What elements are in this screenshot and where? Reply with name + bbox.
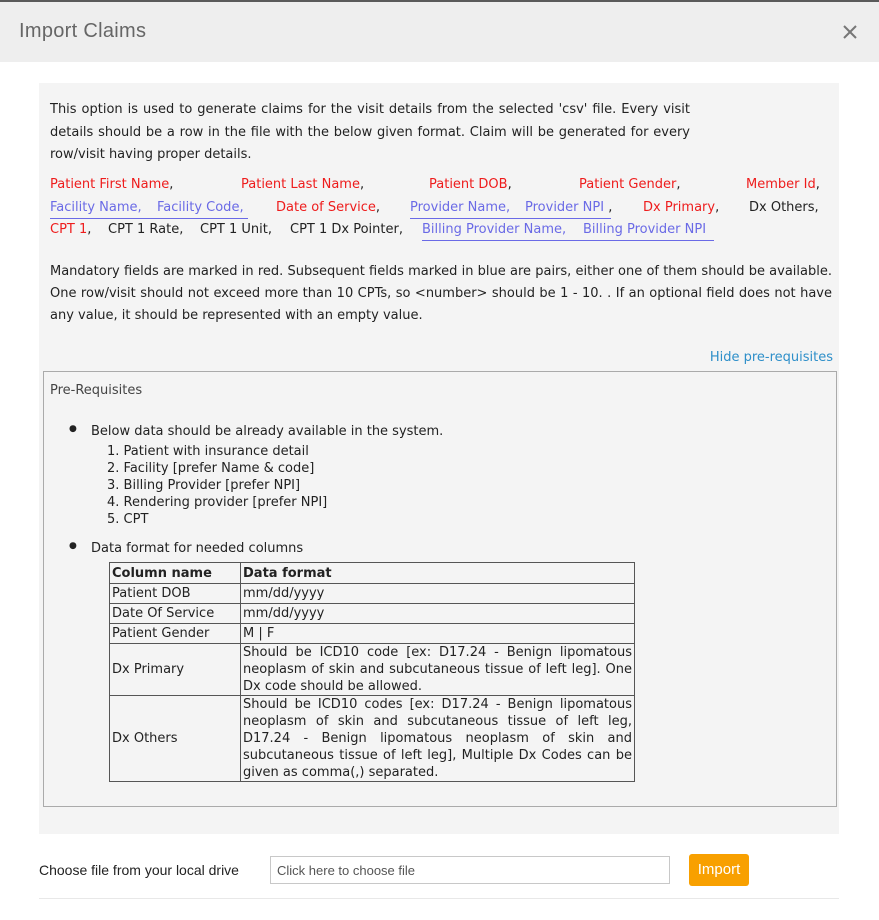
prerequisites-title: Pre-Requisites: [50, 383, 143, 398]
column-header: Data format: [241, 563, 635, 584]
choose-file-label: Choose file from your local drive: [39, 862, 239, 878]
list-item: 3. Billing Provider [prefer NPI]: [107, 478, 301, 493]
table-row: Dx Primary Should be ICD10 code [ex: D17.24 - Benign lipomatous neoplasm of skin and subcutaneous tissue of left leg]. One Dx code should be allowed.: [110, 644, 635, 696]
list-item: 2. Facility [prefer Name & code]: [107, 461, 315, 476]
field-patient-dob: Patient DOB,: [429, 177, 512, 192]
billing-pair-underline: [422, 240, 714, 241]
field-cpt-1: CPT 1,: [50, 222, 92, 237]
field-cpt-1-dx-pointer: CPT 1 Dx Pointer,: [290, 222, 403, 237]
field-billing-provider-name: Billing Provider Name,: [422, 222, 567, 237]
column-header: Column name: [110, 563, 241, 584]
field-patient-last-name: Patient Last Name,: [241, 177, 365, 192]
list-item: 1. Patient with insurance detail: [107, 444, 309, 459]
bullet-dot-icon: ●: [69, 541, 77, 551]
prerequisites-box: Pre-Requisites ● Below data should be already available in the system. 1. Patient with insurance detail 2. Facility [prefer Name & code] 3. Billing Provider [prefer NPI] 4. Rendering provider [prefer NPI] 5. CPT ● Data format for needed columns Column name Data format Patient DOB mm/dd/yyyy Date Of Service mm/dd/yyyy Patient Gender M | F Dx Primary Should be ICD10 code [ex: D17.24 - Benign lipomatous neoplasm of skin and subcutaneous tissue of left leg]. One Dx code should be allowed. Dx Others Should be ICD10 codes [ex: D17.24 - Benign lipomatous neoplasm of skin and subcutaneous tissue of left leg, D17.24 - Benign lipomatous neoplasm of skin and subcutaneous tissue of left leg], Multiple Dx Codes can be given as comma(,) separated.: [43, 371, 837, 807]
close-icon: [839, 21, 861, 43]
bullet-dot-icon: ●: [69, 424, 77, 434]
upload-row: [39, 855, 839, 885]
hide-prerequisites-link[interactable]: Hide pre-requisites: [709, 350, 833, 365]
field-provider-name: Provider Name,: [410, 199, 511, 215]
footer-divider: [39, 898, 839, 899]
close-button[interactable]: [839, 21, 861, 43]
field-cpt-1-unit: CPT 1 Unit,: [200, 222, 272, 237]
field-dx-others: Dx Others,: [749, 199, 819, 215]
mandatory-note: Mandatory fields are marked in red. Subsequent fields marked in blue are pairs, either one of them should be available. One row/visit should not exceed more than 10 CPTs, so <number> should be 1 - 10. . If an optional field does not have any value, it should be represented with an empty value.: [50, 264, 832, 323]
field-billing-provider-npi: Billing Provider NPI: [583, 222, 707, 237]
table-row: Date Of Service mm/dd/yyyy: [110, 604, 635, 624]
file-chooser-input[interactable]: Click here to choose file: [270, 856, 670, 884]
import-button[interactable]: Import: [689, 854, 749, 886]
field-facility-name: Facility Name,: [50, 199, 142, 215]
table-header-row: [110, 563, 635, 584]
csv-field-list: [50, 174, 834, 242]
field-cpt-1-rate: CPT 1 Rate,: [108, 222, 184, 237]
table-row: Patient Gender M | F: [110, 624, 635, 644]
field-patient-gender: Patient Gender,: [579, 177, 681, 192]
field-dx-primary: Dx Primary,: [643, 199, 720, 215]
field-provider-npi: Provider NPI ,: [525, 199, 613, 215]
field-patient-first-name: Patient First Name,: [50, 177, 174, 192]
list-item: 4. Rendering provider [prefer NPI]: [107, 495, 328, 510]
modal-header: [0, 2, 879, 62]
field-row-3: [50, 219, 834, 242]
field-member-id: Member Id,: [746, 177, 820, 192]
field-facility-code: Facility Code,: [157, 199, 244, 215]
list-item: 5. CPT: [107, 512, 149, 527]
info-panel: [39, 83, 839, 834]
table-row: Dx Others Should be ICD10 codes [ex: D17.24 - Benign lipomatous neoplasm of skin and subcutaneous tissue of left leg, D17.24 - Benign lipomatous neoplasm of skin and subcutaneous tissue of left leg], Multiple Dx Codes can be given as comma(,) separated.: [110, 696, 635, 782]
field-date-of-service: Date of Service,: [276, 199, 381, 215]
field-row-1: [50, 174, 834, 197]
required-data-list: [107, 443, 327, 528]
data-format-table: [109, 562, 635, 782]
field-row-2: [50, 197, 834, 220]
modal-title: Import Claims: [19, 20, 147, 42]
table-row: Patient DOB mm/dd/yyyy: [110, 584, 635, 604]
intro-text: This option is used to generate claims for the visit details from the selected 'csv' file. Every visit details should be a row in the file with the below given format. Claim will be generated for every row/visit having proper details.: [50, 102, 690, 162]
